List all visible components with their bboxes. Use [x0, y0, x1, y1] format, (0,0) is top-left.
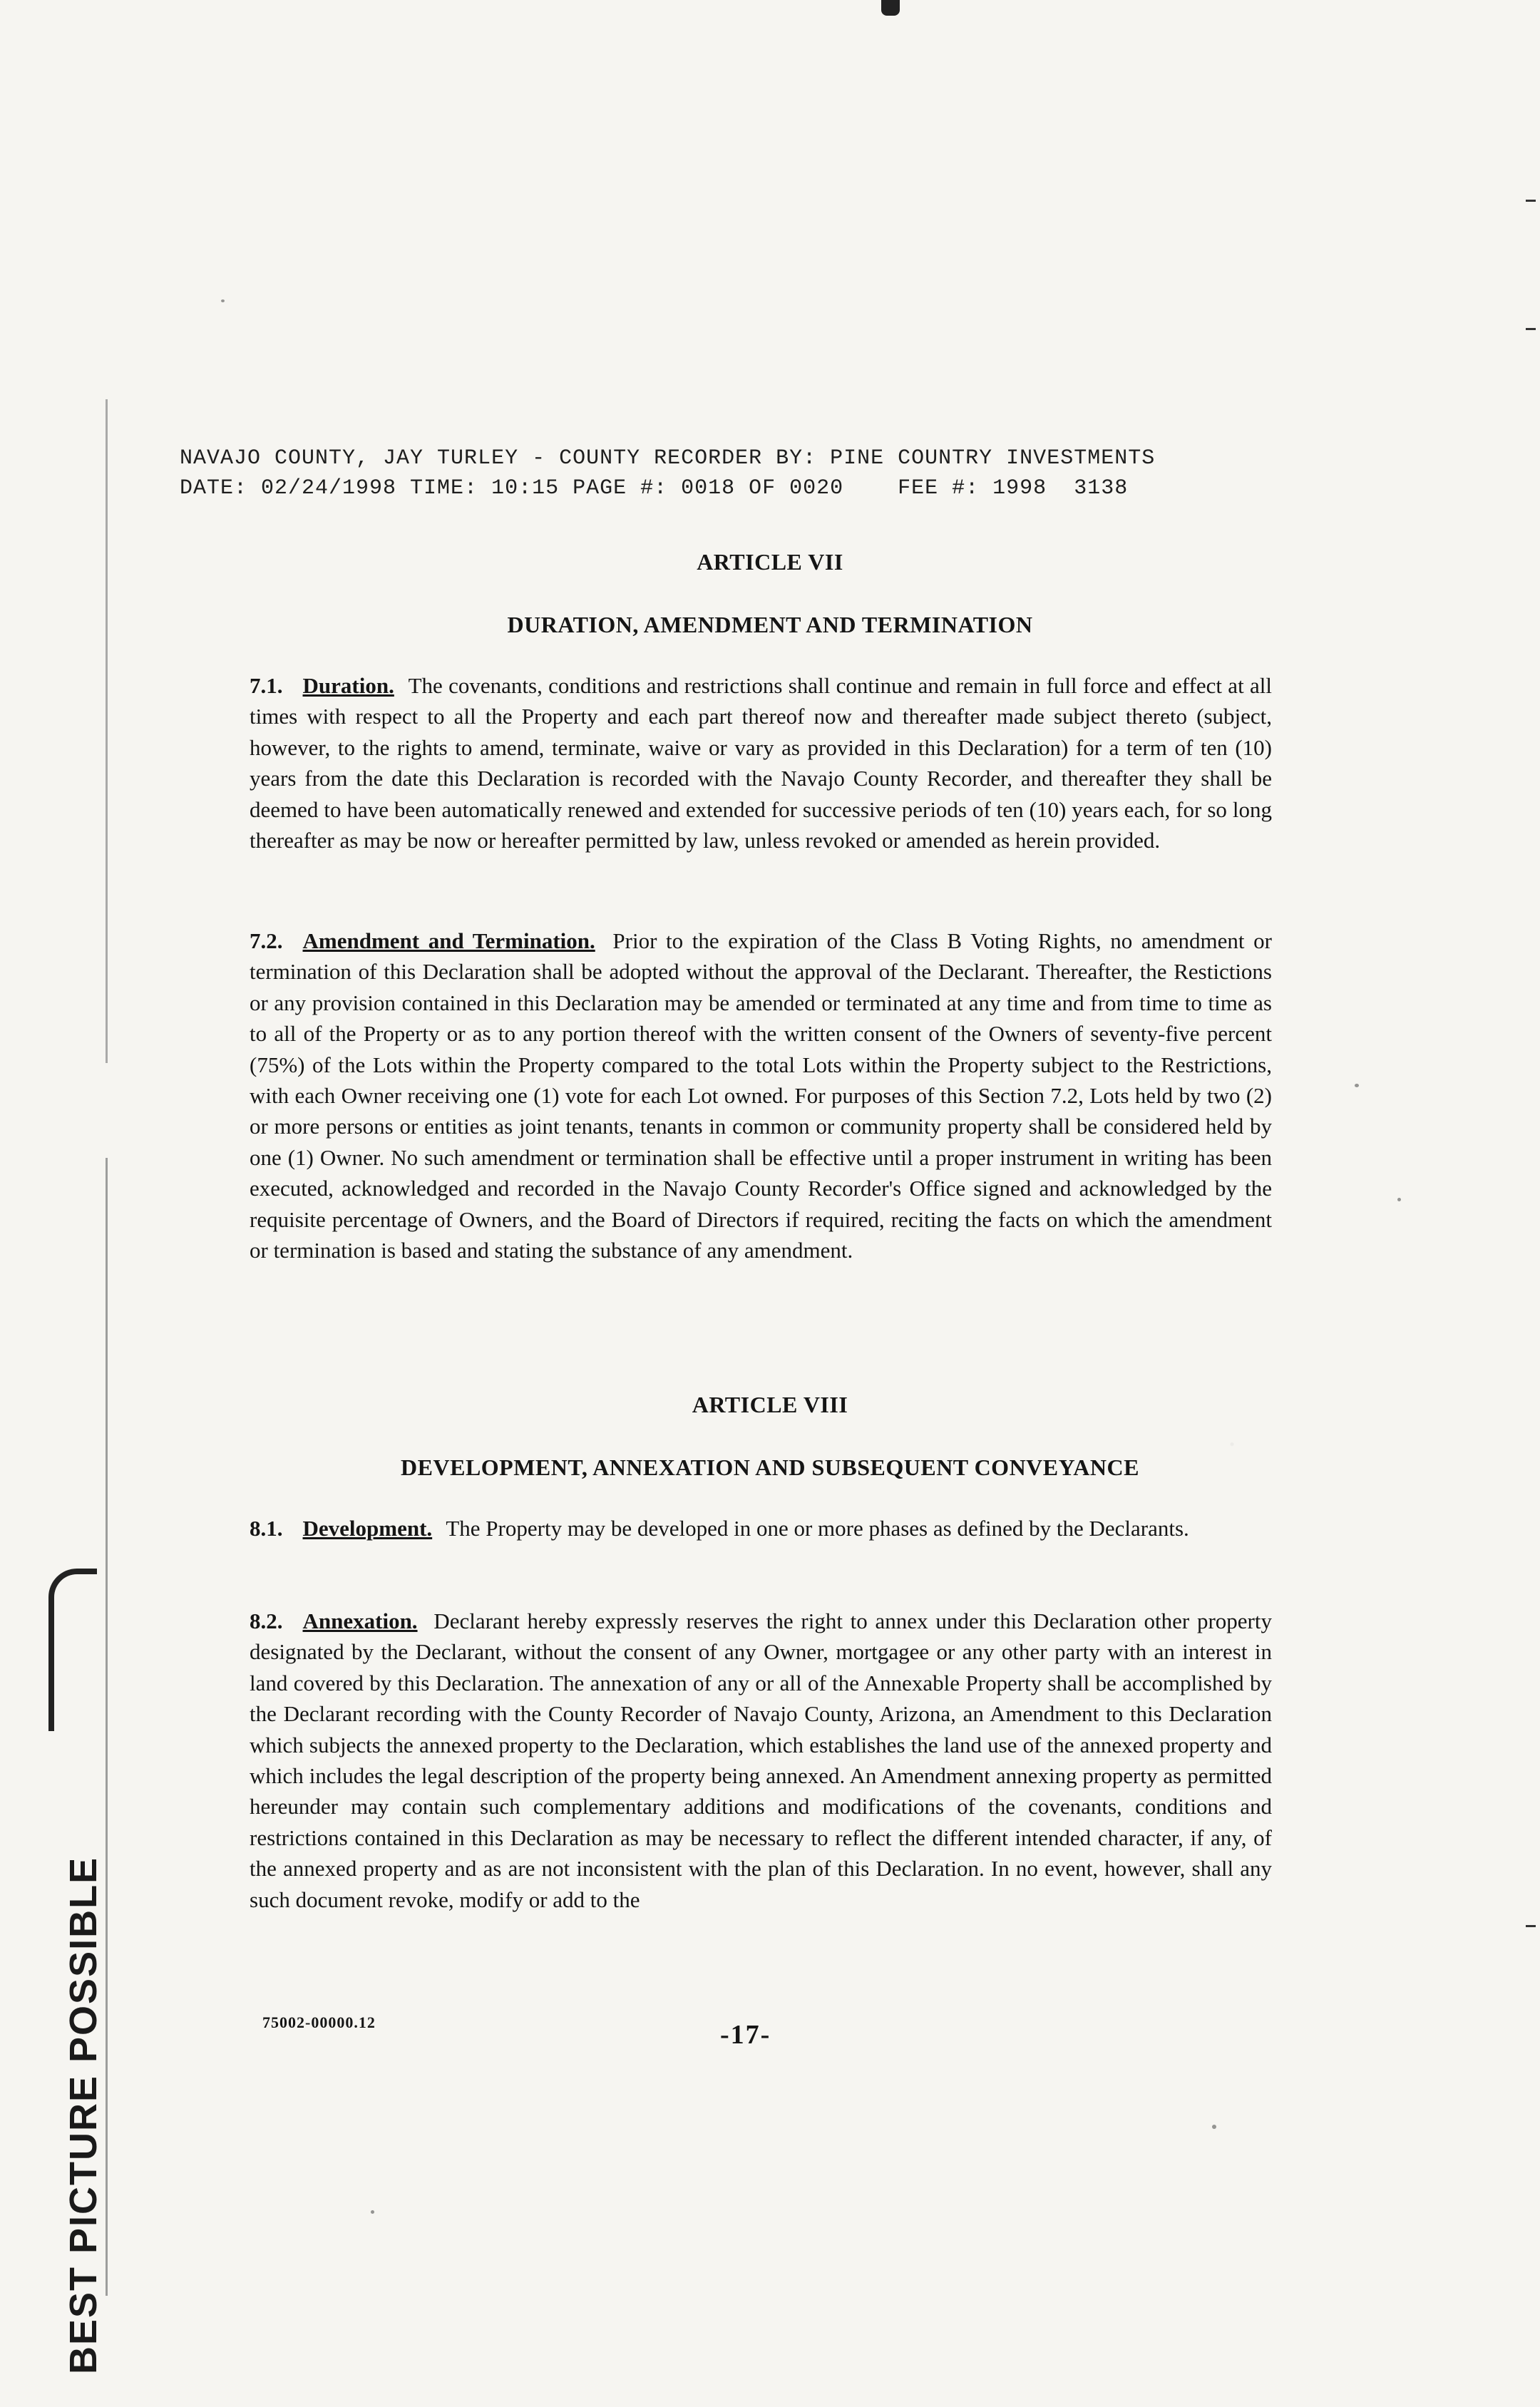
recorder-stamp: [180, 443, 1335, 503]
section-title: Development.: [302, 1516, 433, 1541]
scan-speck: [1212, 2125, 1216, 2129]
edge-mark: [1526, 200, 1536, 202]
recorder-line-1: NAVAJO COUNTY, JAY TURLEY - COUNTY RECORDER BY: PINE COUNTRY INVESTMENTS: [180, 446, 1156, 471]
section-text: The covenants, conditions and restrictions shall continue and remain in full force and effect at all times with respect to all the Property and each part thereof now and thereafter made subject thereto (subject, however, to the rights to amend, terminate, waive or vary as provided in this Declaration) for a term of ten (10) years from the date this Declaration is recorded with the Navajo County Recorder, and thereafter they shall be deemed to have been automatically renewed and extended for successive periods of ten (10) years each, for so long thereafter as may be now or hereafter permitted by law, unless revoked or amended as herein provided.: [250, 673, 1272, 853]
section-8-2: [250, 1606, 1272, 1915]
section-text: Declarant hereby expressly reserves the right to annex under this Declaration other property designated by the Declarant, without the consent of any Owner, mortgagee or any other party with an interest in land covered by this Declaration. The annexation of any or all of the Annexable Property shall be accomplished by the Declarant recording with the County Recorder of Navajo County, Arizona, an Amendment to this Declaration which subjects the annexed property to the Declaration, which establishes the land use of the annexed property and which includes the legal description of the property being annexed. An Amendment annexing property as permitted hereunder may contain such complementary additions and modifications of the covenants, conditions and restrictions contained in this Declaration as may be necessary to reflect the different intended character, if any, of the annexed property and as are not inconsistent with the plan of this Declaration. In no event, however, shall any such document revoke, modify or add to the: [250, 1608, 1272, 1912]
section-7-1: [250, 670, 1272, 856]
document-code: 75002-00000.12: [262, 2013, 376, 2031]
section-number: 8.1.: [250, 1516, 283, 1541]
side-stamp: BEST PICTURE POSSIBLE: [62, 1856, 105, 2374]
section-text: The Property may be developed in one or more phases as defined by the Declarants.: [446, 1516, 1189, 1541]
article-7-subheading: DURATION, AMENDMENT AND TERMINATION: [507, 612, 1033, 637]
section-number: 8.2.: [250, 1608, 283, 1633]
scan-speck: [1355, 1084, 1359, 1087]
scan-speck: [221, 299, 225, 302]
punch-mark: [881, 0, 900, 16]
recorder-line-2: DATE: 02/24/1998 TIME: 10:15 PAGE #: 0018 OF 0020 FEE #: 1998 3138: [180, 476, 1129, 501]
section-number: 7.1.: [250, 673, 283, 698]
section-title: Duration.: [302, 673, 394, 698]
article-8-heading: ARTICLE VIII: [692, 1392, 848, 1417]
section-text: Prior to the expiration of the Class B Voting Rights, no amendment or termination of this Declaration shall be adopted without the approval of the Declarant. Thereafter, the Restictions or any provision contained in this Declaration may be amended or terminated at any time and from time to time as to all of the Property or as to any portion thereof with the written consent of the Owners of seventy-five percent (75%) of the Lots within the Property compared to the total Lots within the Property subject to the Restrictions, with each Owner receiving one (1) vote for each Lot owned. For purposes of this Section 7.2, Lots held by two (2) or more persons or entities as joint tenants, tenants in common or community property shall be considered held by one (1) Owner. No such amendment or termination shall be effective until a proper instrument in writing has been executed, acknowledged and recorded in the Navajo County Recorder's Office signed and acknowledged by the requisite percentage of Owners, and the Board of Directors if required, reciting the facts on which the amendment or termination is based and stating the substance of any amendment.: [250, 928, 1272, 1263]
margin-bracket: [48, 1569, 97, 1731]
section-title: Annexation.: [302, 1608, 418, 1633]
page-number: -17-: [720, 2020, 771, 2050]
article-8-subheading: DEVELOPMENT, ANNEXATION AND SUBSEQUENT CONVEYANCE: [401, 1454, 1139, 1480]
section-7-2: [250, 925, 1272, 1266]
edge-mark: [1526, 328, 1536, 330]
article-7-heading: ARTICLE VII: [697, 549, 843, 575]
scan-speck: [1397, 1198, 1401, 1201]
scan-speck: [371, 2210, 374, 2214]
margin-rule: [106, 399, 108, 2296]
section-8-1: [250, 1513, 1272, 1544]
section-title: Amendment and Termination.: [302, 928, 595, 953]
edge-mark: [1526, 1925, 1536, 1927]
section-number: 7.2.: [250, 928, 283, 953]
